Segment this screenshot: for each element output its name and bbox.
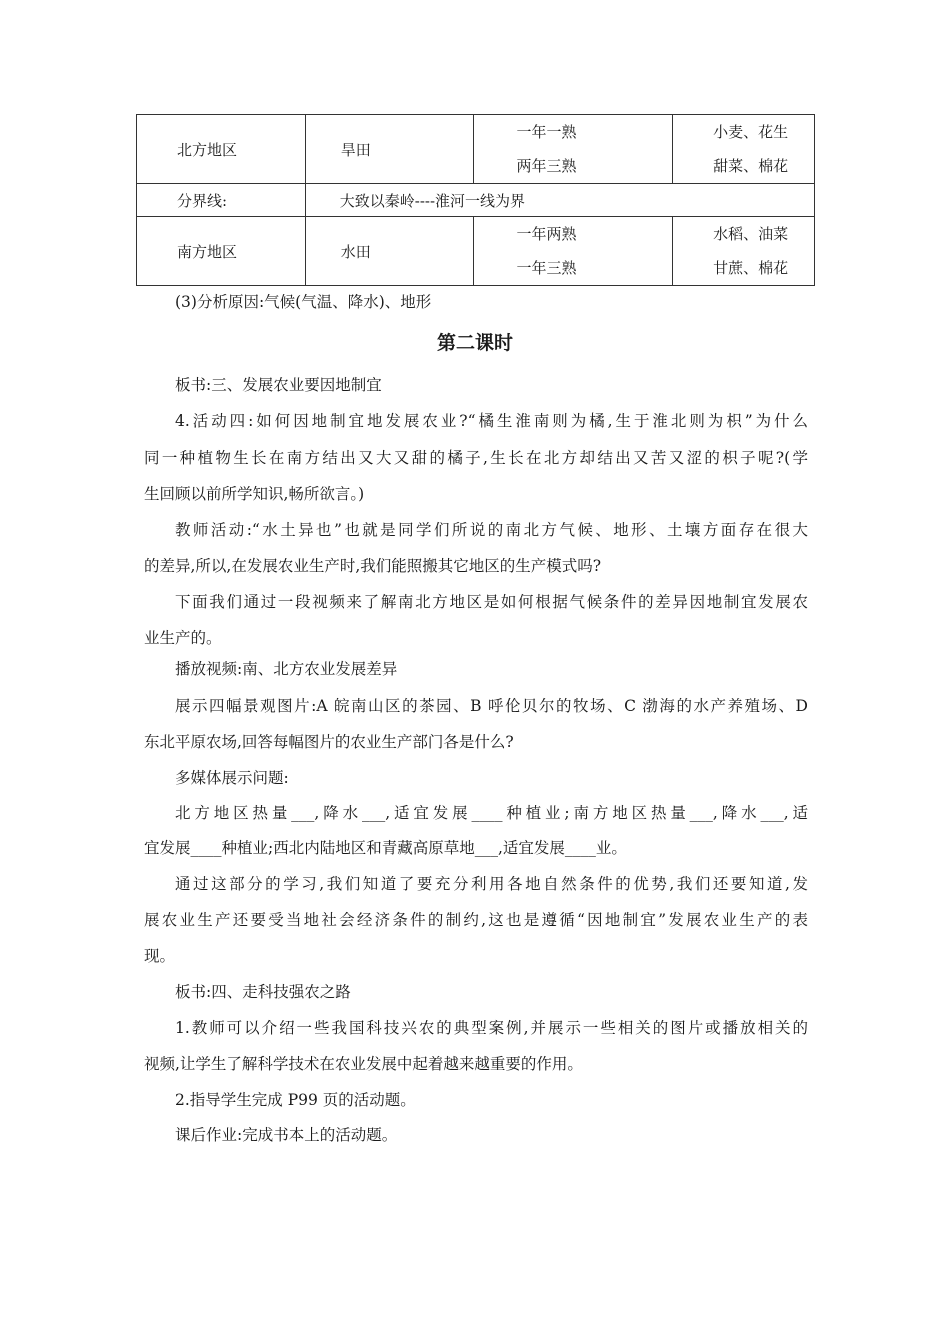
- north-ripen-1: 一年一熟: [516, 123, 577, 141]
- north-crops-2: 甜菜、棉花: [713, 157, 789, 175]
- video-intro-line-2: 业生产的。: [144, 629, 222, 647]
- activity4-line-2: 同一种植物生长在南方结出又大又甜的橘子,生长在北方却结出又苦又涩的枳子呢?(学: [144, 449, 808, 467]
- summary-line-2: 展农业生产还要受当地社会经济条件的制约,这也是遵循“因地制宜”发展农业生产的表: [144, 911, 808, 929]
- teacher-activity-line-1: 教师活动:“水土异也”也就是同学们所说的南北方气候、地形、土壤方面存在很大: [175, 521, 808, 539]
- homework-line: 课后作业:完成书本上的活动题。: [175, 1126, 398, 1144]
- south-ripen-1: 一年两熟: [516, 225, 577, 243]
- video-intro-line-1: 下面我们通过一段视频来了解南北方地区是如何根据气候条件的差异因地制宜发展农: [175, 593, 808, 611]
- guide-activity-line: 2.指导学生完成 P99 页的活动题。: [175, 1091, 416, 1109]
- south-ripen-2: 一年三熟: [516, 259, 577, 277]
- multimedia-question-line: 多媒体展示问题:: [175, 769, 289, 787]
- summary-line-3: 现。: [144, 947, 176, 965]
- south-crops-1: 水稻、油菜: [713, 225, 789, 243]
- activity4-line-3: 生回顾以前所学知识,畅所欲言。): [144, 485, 365, 503]
- table-row-north: [137, 115, 815, 184]
- play-video-line: 播放视频:南、北方农业发展差异: [175, 660, 398, 678]
- south-crops-2: 甘蔗、棉花: [713, 259, 789, 277]
- fill-blank-line-1: 北方地区热量___,降水___,适宜发展____种植业;南方地区热量___,降水___,适: [175, 804, 808, 822]
- north-region-cell: 北方地区: [137, 115, 306, 184]
- activity4-line-1: 4.活动四:如何因地制宜地发展农业?“橘生淮南则为橘,生于淮北则为枳”为什么: [175, 412, 808, 430]
- lesson-title: 第二课时: [436, 332, 513, 354]
- north-crops-1: 小麦、花生: [713, 123, 789, 141]
- south-field-cell: 水田: [305, 217, 474, 286]
- boundary-label-cell: 分界线:: [137, 184, 306, 217]
- show-pictures-line-1: 展示四幅景观图片:A 皖南山区的茶园、B 呼伦贝尔的牧场、C 渤海的水产养殖场、D: [175, 697, 808, 715]
- north-field-cell: 旱田: [305, 115, 474, 184]
- north-ripen-cell: [474, 115, 673, 184]
- boundary-value-cell: 大致以秦岭----淮河一线为界: [305, 184, 814, 217]
- south-region-cell: 南方地区: [137, 217, 306, 286]
- table-row-south: [137, 217, 815, 286]
- south-crops-cell: [673, 217, 815, 286]
- table-row-boundary: [137, 184, 815, 217]
- board-heading-1: 板书:三、发展农业要因地制宜: [175, 376, 382, 394]
- show-pictures-line-2: 东北平原农场,回答每幅图片的农业生产部门各是什么?: [144, 733, 514, 751]
- tech-case-line-1: 1.教师可以介绍一些我国科技兴农的典型案例,并展示一些相关的图片或播放相关的: [175, 1019, 808, 1037]
- board-heading-2: 板书:四、走科技强农之路: [175, 983, 351, 1001]
- tech-case-line-2: 视频,让学生了解科学技术在农业发展中起着越来越重要的作用。: [144, 1055, 583, 1073]
- crop-region-table: [136, 114, 815, 286]
- summary-line-1: 通过这部分的学习,我们知道了要充分利用各地自然条件的优势,我们还要知道,发: [175, 875, 808, 893]
- south-ripen-cell: [474, 217, 673, 286]
- north-ripen-2: 两年三熟: [516, 157, 577, 175]
- north-crops-cell: [673, 115, 815, 184]
- fill-blank-line-2: 宜发展____种植业;西北内陆地区和青藏高原草地___,适宜发展____业。: [144, 839, 627, 857]
- teacher-activity-line-2: 的差异,所以,在发展农业生产时,我们能照搬其它地区的生产模式吗?: [144, 557, 602, 575]
- analysis-line: (3)分析原因:气候(气温、降水)、地形: [175, 293, 432, 311]
